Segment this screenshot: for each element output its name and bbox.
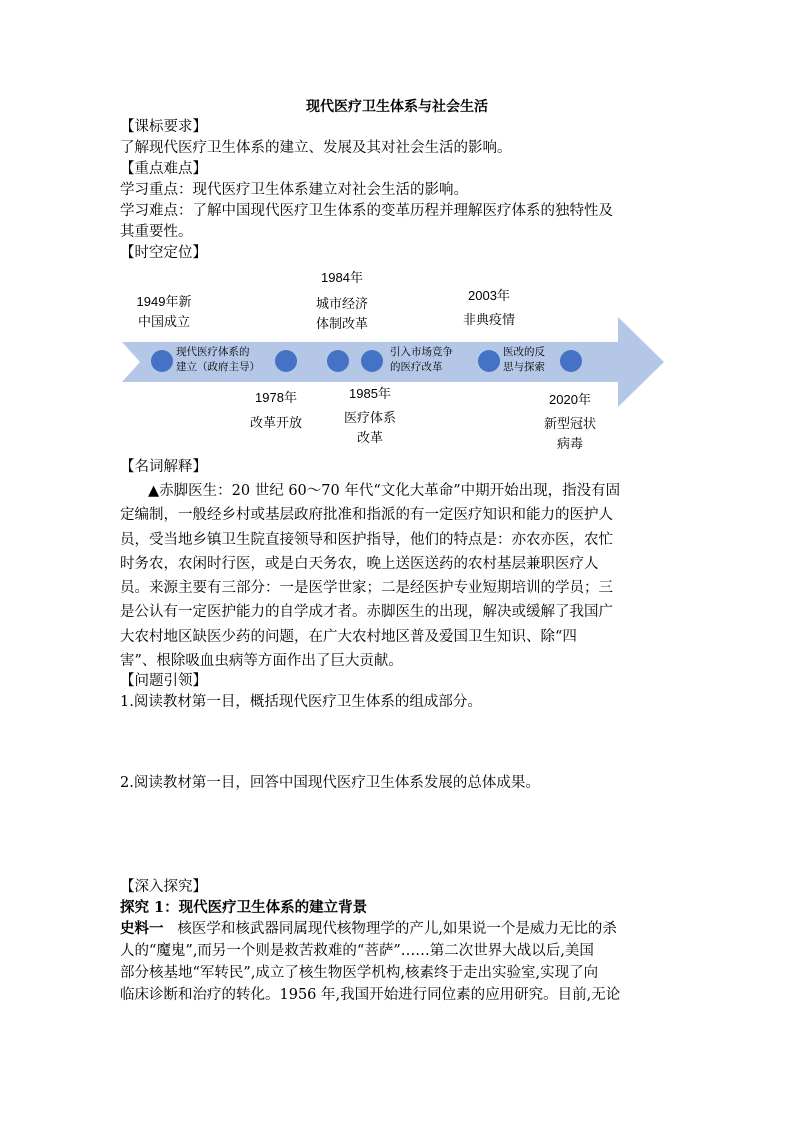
question-2: 2.阅读教材第一目，回答中国现代医疗卫生体系发展的总体成果。	[120, 775, 540, 791]
event-1949: 1949年新 中国成立	[136, 294, 192, 329]
question-1: 1.阅读教材第一目，概括现代医疗卫生体系的组成部分。	[120, 694, 482, 710]
timeline-dot-2020	[560, 350, 582, 372]
timeline-dot-1984	[327, 350, 349, 372]
event-1985: 1985年 医疗体系 改革	[343, 386, 396, 445]
source-line: 人的“魔鬼”,而另一个则是救苦救难的“菩萨”……第二次世界大战以后,美国	[120, 943, 594, 959]
timeline-dot-2003	[478, 350, 500, 372]
page-title: 现代医疗卫生体系与社会生活	[306, 99, 488, 115]
source-label: 史料一	[120, 920, 164, 937]
mingci-line: 员。来源主要有三部分：一是医学世家；二是经医护专业短期培训的学员；三	[120, 580, 613, 596]
heading-shenru: 【深入探究】	[120, 879, 207, 895]
timeline-diagram	[0, 260, 794, 460]
zhongdian-line3: 其重要性。	[120, 224, 193, 240]
mingci-line: 是公认有一定医护能力的自学成才者。赤脚医生的出现，解决或缓解了我国广	[120, 604, 613, 620]
heading-kebiao: 【课标要求】	[120, 119, 207, 135]
event-2003: 2003年 非典疫情	[462, 288, 515, 327]
heading-zhongdian: 【重点难点】	[120, 161, 207, 177]
timeline-dot-1978	[275, 350, 297, 372]
mingci-line: 定编制，一般经乡村或基层政府批准和指派的有一定医疗知识和能力的医护人	[120, 507, 613, 523]
source-line: 临床诊断和治疗的转化。1956 年,我国开始进行同位素的应用研究。目前,无论	[120, 987, 621, 1003]
mingci-line: 大农村地区缺医少药的问题，在广大农村地区普及爱国卫生知识、除“四	[120, 629, 577, 645]
source-line: 部分核基地“军转民”,成立了核生物医学机构,核素终于走出实验室,实现了向	[120, 965, 599, 981]
stage-label-1: 现代医疗体系的 建立（政府主导）	[176, 346, 260, 373]
source-line: 核医学和核武器同属现代核物理学的产儿,如果说一个是威力无比的杀	[177, 921, 617, 937]
timeline-dot-1949	[151, 350, 173, 372]
mingci-line: 时务农，农闲时行医，或是白天务农，晚上送医送药的农村基层兼职医疗人	[120, 556, 599, 572]
timeline-dot-1985	[361, 350, 383, 372]
heading-shikong: 【时空定位】	[120, 245, 207, 261]
event-1984: 1984年 城市经济 体制改革	[315, 270, 368, 331]
mingci-line: 员，受当地乡镇卫生院直接领导和医护指导，他们的特点是：亦农亦医，农忙	[120, 532, 613, 548]
explore-title: 探究 1：现代医疗卫生体系的建立背景	[120, 899, 368, 916]
stage-label-3: 医改的反 思与探索	[503, 346, 545, 373]
mingci-line: ▲赤脚医生：20 世纪 60～70 年代“文化大革命”中期开始出现，指没有固	[148, 483, 621, 499]
kebiao-text: 了解现代医疗卫生体系的建立、发展及其对社会生活的影响。	[120, 140, 512, 156]
stage-label-2: 引入市场竞争 的医疗改革	[390, 346, 453, 373]
event-2020: 2020年 新型冠状 病毒	[543, 392, 596, 451]
event-1978: 1978年 改革开放	[249, 390, 302, 430]
mingci-line: 害”、根除吸血虫病等方面作出了巨大贡献。	[120, 653, 403, 669]
heading-mingci: 【名词解释】	[120, 459, 207, 475]
zhongdian-line2: 学习难点：了解中国现代医疗卫生体系的变革历程并理解医疗体系的独特性及	[120, 203, 613, 219]
heading-wenti: 【问题引领】	[120, 673, 207, 689]
zhongdian-line1: 学习重点：现代医疗卫生体系建立对社会生活的影响。	[120, 182, 468, 198]
